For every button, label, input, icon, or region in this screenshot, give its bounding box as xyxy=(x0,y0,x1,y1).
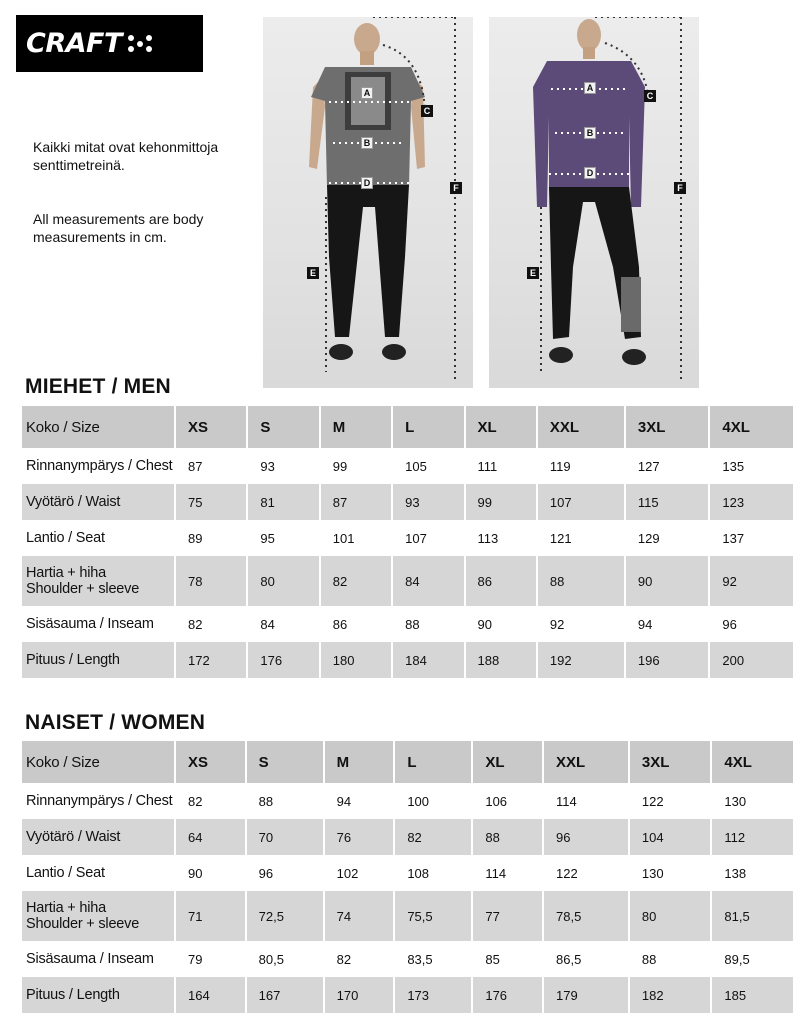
table-row xyxy=(22,606,793,642)
marker-d: D xyxy=(361,177,373,189)
intro-finnish: Kaikki mitat ovat kehonmittoja senttimetreinä. xyxy=(33,139,219,173)
marker-b: B xyxy=(584,127,596,139)
marker-f: F xyxy=(450,182,462,194)
row-label xyxy=(22,891,174,941)
cell-value: 86 xyxy=(466,556,536,606)
cell-value: 94 xyxy=(626,606,709,642)
table-row xyxy=(22,855,793,891)
cell-value: 86,5 xyxy=(544,941,628,977)
craft-logo xyxy=(16,15,203,72)
cell-value: 115 xyxy=(626,484,709,520)
woman-figure-illustration xyxy=(489,17,699,388)
cell-value: 96 xyxy=(544,819,628,855)
row-label: Pituus / Length xyxy=(22,642,174,678)
marker-c: C xyxy=(421,105,433,117)
row-label-line1: Hartia + hiha xyxy=(26,565,107,581)
cell-value: 196 xyxy=(626,642,709,678)
cell-value: 90 xyxy=(466,606,536,642)
cell-value: 122 xyxy=(630,783,711,819)
cell-value: 113 xyxy=(466,520,536,556)
cell-value: 122 xyxy=(544,855,628,891)
size-header: L xyxy=(393,406,463,448)
cell-value: 127 xyxy=(626,448,709,484)
cell-value: 86 xyxy=(321,606,391,642)
cell-value: 176 xyxy=(473,977,542,1013)
cell-value: 87 xyxy=(176,448,246,484)
cell-value: 101 xyxy=(321,520,391,556)
table-row xyxy=(22,941,793,977)
logo-dots-icon xyxy=(128,31,158,57)
cell-value: 102 xyxy=(325,855,394,891)
cell-value: 119 xyxy=(538,448,624,484)
row-label: Vyötärö / Waist xyxy=(22,484,174,520)
cell-value: 107 xyxy=(538,484,624,520)
size-header: L xyxy=(395,741,471,783)
cell-value: 180 xyxy=(321,642,391,678)
cell-value: 135 xyxy=(710,448,793,484)
table-row xyxy=(22,891,793,941)
cell-value: 82 xyxy=(176,783,245,819)
cell-value: 83,5 xyxy=(395,941,471,977)
men-section-title: MIEHET / MEN xyxy=(25,375,171,398)
cell-value: 96 xyxy=(247,855,323,891)
row-label: Sisäsauma / Inseam xyxy=(22,606,174,642)
cell-value: 78,5 xyxy=(544,891,628,941)
cell-value: 75 xyxy=(176,484,246,520)
cell-value: 96 xyxy=(710,606,793,642)
marker-e: E xyxy=(307,267,319,279)
cell-value: 185 xyxy=(712,977,793,1013)
size-header: M xyxy=(325,741,394,783)
header-label: Koko / Size xyxy=(22,741,174,783)
row-label: Sisäsauma / Inseam xyxy=(22,941,174,977)
row-label: Pituus / Length xyxy=(22,977,174,1013)
cell-value: 114 xyxy=(473,855,542,891)
row-label xyxy=(22,556,174,606)
cell-value: 75,5 xyxy=(395,891,471,941)
row-label-line1: Hartia + hiha xyxy=(26,900,107,916)
table-row xyxy=(22,448,793,484)
women-section-title: NAISET / WOMEN xyxy=(25,711,206,734)
cell-value: 88 xyxy=(538,556,624,606)
cell-value: 188 xyxy=(466,642,536,678)
cell-value: 179 xyxy=(544,977,628,1013)
cell-value: 104 xyxy=(630,819,711,855)
cell-value: 93 xyxy=(248,448,318,484)
table-row xyxy=(22,783,793,819)
cell-value: 200 xyxy=(710,642,793,678)
cell-value: 184 xyxy=(393,642,463,678)
cell-value: 80 xyxy=(630,891,711,941)
size-header: 4XL xyxy=(712,741,793,783)
cell-value: 89,5 xyxy=(712,941,793,977)
cell-value: 99 xyxy=(321,448,391,484)
cell-value: 114 xyxy=(544,783,628,819)
cell-value: 88 xyxy=(247,783,323,819)
row-label: Rinnanympärys / Chest xyxy=(22,448,174,484)
cell-value: 107 xyxy=(393,520,463,556)
table-row xyxy=(22,556,793,606)
cell-value: 130 xyxy=(630,855,711,891)
marker-b: B xyxy=(361,137,373,149)
cell-value: 137 xyxy=(710,520,793,556)
cell-value: 192 xyxy=(538,642,624,678)
cell-value: 105 xyxy=(393,448,463,484)
cell-value: 173 xyxy=(395,977,471,1013)
cell-value: 81 xyxy=(248,484,318,520)
cell-value: 112 xyxy=(712,819,793,855)
cell-value: 80,5 xyxy=(247,941,323,977)
row-label: Rinnanympärys / Chest xyxy=(22,783,174,819)
cell-value: 123 xyxy=(710,484,793,520)
cell-value: 172 xyxy=(176,642,246,678)
table-row xyxy=(22,642,793,678)
size-header: M xyxy=(321,406,391,448)
cell-value: 80 xyxy=(248,556,318,606)
brand-name: CRAFT xyxy=(26,28,122,59)
cell-value: 81,5 xyxy=(712,891,793,941)
size-header: XS xyxy=(176,741,245,783)
cell-value: 129 xyxy=(626,520,709,556)
cell-value: 84 xyxy=(248,606,318,642)
cell-value: 70 xyxy=(247,819,323,855)
size-header: 3XL xyxy=(630,741,711,783)
cell-value: 90 xyxy=(176,855,245,891)
cell-value: 92 xyxy=(538,606,624,642)
row-label: Vyötärö / Waist xyxy=(22,819,174,855)
marker-a: A xyxy=(361,87,373,99)
cell-value: 106 xyxy=(473,783,542,819)
man-figure-illustration xyxy=(263,17,473,388)
cell-value: 76 xyxy=(325,819,394,855)
cell-value: 90 xyxy=(626,556,709,606)
cell-value: 77 xyxy=(473,891,542,941)
men-measurement-photo xyxy=(263,17,473,388)
table-header-row xyxy=(22,741,793,783)
row-label-line2: Shoulder + sleeve xyxy=(26,916,140,932)
marker-a: A xyxy=(584,82,596,94)
size-header: XL xyxy=(466,406,536,448)
size-header: S xyxy=(248,406,318,448)
cell-value: 89 xyxy=(176,520,246,556)
cell-value: 138 xyxy=(712,855,793,891)
table-header-row xyxy=(22,406,793,448)
cell-value: 95 xyxy=(248,520,318,556)
cell-value: 170 xyxy=(325,977,394,1013)
row-label: Lantio / Seat xyxy=(22,855,174,891)
table-row xyxy=(22,977,793,1013)
cell-value: 85 xyxy=(473,941,542,977)
cell-value: 82 xyxy=(321,556,391,606)
men-size-table xyxy=(20,406,795,678)
intro-english: All measurements are body measurements in cm. xyxy=(33,211,204,245)
cell-value: 79 xyxy=(176,941,245,977)
women-size-table xyxy=(20,741,795,1013)
size-header: XS xyxy=(176,406,246,448)
cell-value: 74 xyxy=(325,891,394,941)
size-header: XXL xyxy=(538,406,624,448)
cell-value: 72,5 xyxy=(247,891,323,941)
size-header: XL xyxy=(473,741,542,783)
size-header: 3XL xyxy=(626,406,709,448)
cell-value: 84 xyxy=(393,556,463,606)
size-header: S xyxy=(247,741,323,783)
cell-value: 94 xyxy=(325,783,394,819)
cell-value: 88 xyxy=(630,941,711,977)
cell-value: 176 xyxy=(248,642,318,678)
cell-value: 82 xyxy=(176,606,246,642)
table-row xyxy=(22,520,793,556)
row-label: Lantio / Seat xyxy=(22,520,174,556)
cell-value: 99 xyxy=(466,484,536,520)
marker-c: C xyxy=(644,90,656,102)
cell-value: 87 xyxy=(321,484,391,520)
size-header: XXL xyxy=(544,741,628,783)
marker-e: E xyxy=(527,267,539,279)
table-row xyxy=(22,819,793,855)
cell-value: 71 xyxy=(176,891,245,941)
cell-value: 82 xyxy=(395,819,471,855)
cell-value: 88 xyxy=(393,606,463,642)
cell-value: 164 xyxy=(176,977,245,1013)
cell-value: 88 xyxy=(473,819,542,855)
cell-value: 78 xyxy=(176,556,246,606)
cell-value: 167 xyxy=(247,977,323,1013)
cell-value: 182 xyxy=(630,977,711,1013)
cell-value: 93 xyxy=(393,484,463,520)
table-row xyxy=(22,484,793,520)
cell-value: 82 xyxy=(325,941,394,977)
women-measurement-photo xyxy=(489,17,699,388)
cell-value: 130 xyxy=(712,783,793,819)
cell-value: 121 xyxy=(538,520,624,556)
size-header: 4XL xyxy=(710,406,793,448)
cell-value: 100 xyxy=(395,783,471,819)
cell-value: 111 xyxy=(466,448,536,484)
marker-d: D xyxy=(584,167,596,179)
cell-value: 108 xyxy=(395,855,471,891)
header-label: Koko / Size xyxy=(22,406,174,448)
row-label-line2: Shoulder + sleeve xyxy=(26,581,140,597)
cell-value: 92 xyxy=(710,556,793,606)
cell-value: 64 xyxy=(176,819,245,855)
marker-f: F xyxy=(674,182,686,194)
